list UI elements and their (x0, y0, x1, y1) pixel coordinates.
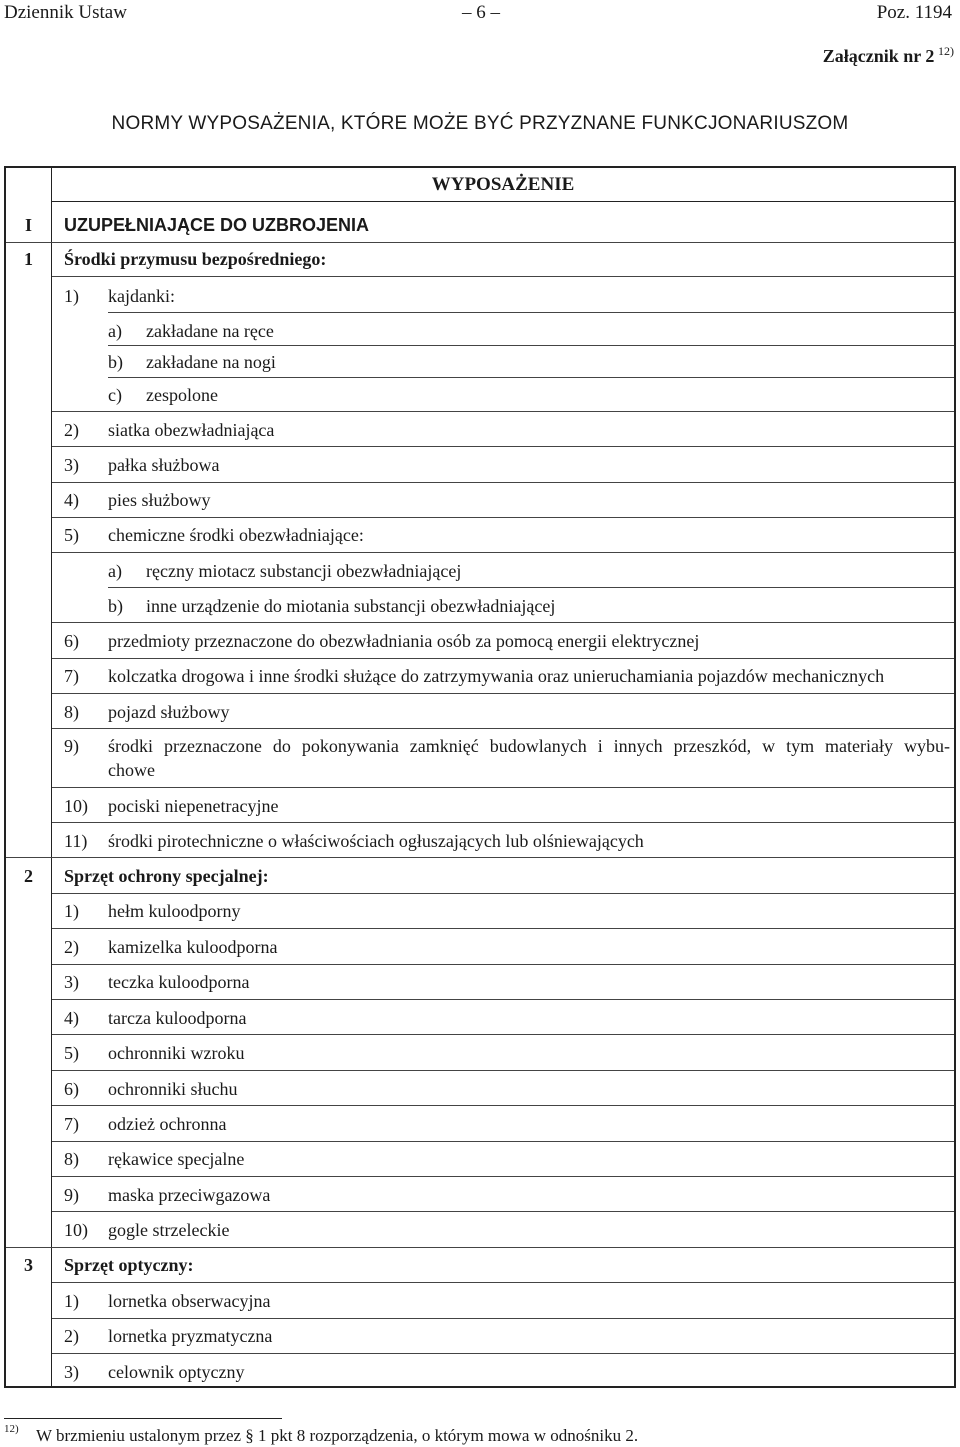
row-separator (52, 552, 954, 553)
row-item-text: kajdanki: (108, 286, 175, 306)
row-item-label: 9) (64, 736, 79, 756)
row-separator (52, 1070, 954, 1071)
equipment-norms-table (4, 166, 956, 1388)
row-separator (108, 345, 954, 346)
row-separator (52, 446, 954, 447)
row-item-label: 1) (64, 286, 79, 306)
row-separator (52, 482, 954, 483)
row-item-label: 9) (64, 1185, 79, 1205)
row-item-label: b) (108, 352, 123, 372)
row-item-label: 1) (64, 901, 79, 921)
row-category-number: 1 (24, 249, 33, 269)
row-item-text: celownik optyczny (108, 1362, 245, 1382)
row-item-text: pałka służbowa (108, 455, 220, 475)
row-item-label: 8) (64, 1149, 79, 1169)
row-item-label: 6) (64, 631, 79, 651)
footnote-separator (4, 1418, 282, 1419)
row-item-text: środki przeznaczone do pokonywania zamknięć budowlanych i innych przeszkód, w tym materiały wybu- (108, 736, 950, 756)
row-item-text: maska przeciwgazowa (108, 1185, 271, 1205)
row-item-label: 3) (64, 455, 79, 475)
row-category-number: 3 (24, 1255, 33, 1275)
footnote-mark: 12) (4, 1423, 19, 1435)
row-item-text: rękawice specjalne (108, 1149, 245, 1169)
row-item-text: przedmioty przeznaczone do obezwładniania osób za pomocą energii elektrycznej (108, 631, 700, 651)
row-separator (52, 964, 954, 965)
row-item-label: b) (108, 596, 123, 616)
row-item-text: gogle strzeleckie (108, 1220, 230, 1240)
column-divider (51, 168, 52, 1386)
row-item-text: pojazd służbowy (108, 702, 230, 722)
row-category-title: Sprzęt ochrony specjalnej: (64, 866, 269, 886)
row-separator (52, 822, 954, 823)
row-separator (52, 1353, 954, 1354)
row-category-number: 2 (24, 866, 33, 886)
row-item-label: 3) (64, 972, 79, 992)
row-item-label: 4) (64, 1008, 79, 1028)
row-item-text: teczka kuloodporna (108, 972, 250, 992)
row-separator (52, 787, 954, 788)
annex-footnote-ref: 12) (938, 44, 954, 58)
item-number: Poz. 1194 (876, 2, 952, 23)
row-item-text: kolczatka drogowa i inne środki służące do zatrzymywania oraz unieruchamiania pojazdów mechanicznych (108, 666, 885, 686)
row-item-label: 10) (64, 796, 88, 816)
row-item-text: ochronniki wzroku (108, 1043, 245, 1063)
row-separator (52, 1211, 954, 1212)
row-category-title: Środki przymusu bezpośredniego: (64, 249, 327, 269)
row-separator (52, 622, 954, 623)
row-item-label: 2) (64, 420, 79, 440)
table-header-title: WYPOSAŻENIE (431, 174, 575, 195)
row-separator (6, 1247, 954, 1248)
row-separator (108, 312, 954, 313)
row-item-text: środki pirotechniczne o właściwościach ogłuszających lub olśniewających (108, 831, 644, 851)
annex-label-text: Załącznik nr 2 (822, 46, 935, 66)
row-separator (52, 658, 954, 659)
row-item-label: 10) (64, 1220, 88, 1240)
table-header-rule (52, 201, 954, 202)
row-separator (52, 928, 954, 929)
row-item-text: kamizelka kuloodporna (108, 937, 278, 957)
row-item-text: lornetka obserwacyjna (108, 1291, 271, 1311)
row-item-text: siatka obezwładniająca (108, 420, 275, 440)
row-separator (108, 377, 954, 378)
row-item-label: a) (108, 321, 122, 341)
row-separator (52, 1105, 954, 1106)
row-category-title: UZUPEŁNIAJĄCE DO UZBROJENIA (64, 215, 370, 235)
footnote-text: W brzmieniu ustalonym przez § 1 pkt 8 rozporządzenia, o którym mowa w odnośniku 2. (36, 1426, 639, 1445)
row-item-text: lornetka pryzmatyczna (108, 1326, 273, 1346)
row-separator (52, 276, 954, 277)
row-item-label: 7) (64, 1114, 79, 1134)
row-item-label: 6) (64, 1079, 79, 1099)
row-category-number: I (24, 215, 32, 235)
journal-name: Dziennik Ustaw (4, 2, 127, 23)
row-item-text: zespolone (146, 385, 218, 405)
row-category-title: Sprzęt optyczny: (64, 1255, 194, 1275)
row-item-text: pociski niepenetracyjne (108, 796, 279, 816)
row-separator (52, 1176, 954, 1177)
row-separator (108, 587, 954, 588)
row-separator (52, 1141, 954, 1142)
row-separator (52, 411, 954, 412)
row-item-label: 7) (64, 666, 79, 686)
row-separator (52, 893, 954, 894)
row-item-text: hełm kuloodporny (108, 901, 241, 921)
row-separator (52, 517, 954, 518)
row-separator (52, 728, 954, 729)
row-item-label: 3) (64, 1362, 79, 1382)
row-item-label: 5) (64, 525, 79, 545)
row-item-label: a) (108, 561, 122, 581)
row-item-label: 4) (64, 490, 79, 510)
row-item-text: chemiczne środki obezwładniające: (108, 525, 364, 545)
document-title: NORMY WYPOSAŻENIA, KTÓRE MOŻE BYĆ PRZYZNANE FUNKCJONARIUSZOM (111, 113, 849, 134)
row-item-label: 2) (64, 1326, 79, 1346)
row-item-text: odzież ochronna (108, 1114, 227, 1134)
row-item-text: ręczny miotacz substancji obezwładniającej (146, 561, 462, 581)
row-separator (6, 857, 954, 858)
row-item-text: tarcza kuloodporna (108, 1008, 247, 1028)
row-item-label: 11) (64, 831, 88, 851)
annex-label (823, 44, 954, 67)
row-item-text: zakładane na ręce (146, 321, 274, 341)
page-number: – 6 – (462, 2, 500, 23)
row-separator (6, 242, 954, 243)
row-item-text: ochronniki słuchu (108, 1079, 238, 1099)
row-item-label: 1) (64, 1291, 79, 1311)
row-item-text: pies służbowy (108, 490, 211, 510)
row-item-label: 2) (64, 937, 79, 957)
row-item-label: c) (108, 385, 122, 405)
row-item-text-continued: chowe (108, 760, 155, 780)
row-separator (52, 1282, 954, 1283)
row-item-label: 8) (64, 702, 79, 722)
row-separator (52, 999, 954, 1000)
row-separator (52, 693, 954, 694)
row-item-text: zakładane na nogi (146, 352, 276, 372)
row-separator (52, 1034, 954, 1035)
row-separator (52, 1318, 954, 1319)
row-item-text: inne urządzenie do miotania substancji obezwładniającej (146, 596, 556, 616)
row-item-label: 5) (64, 1043, 79, 1063)
